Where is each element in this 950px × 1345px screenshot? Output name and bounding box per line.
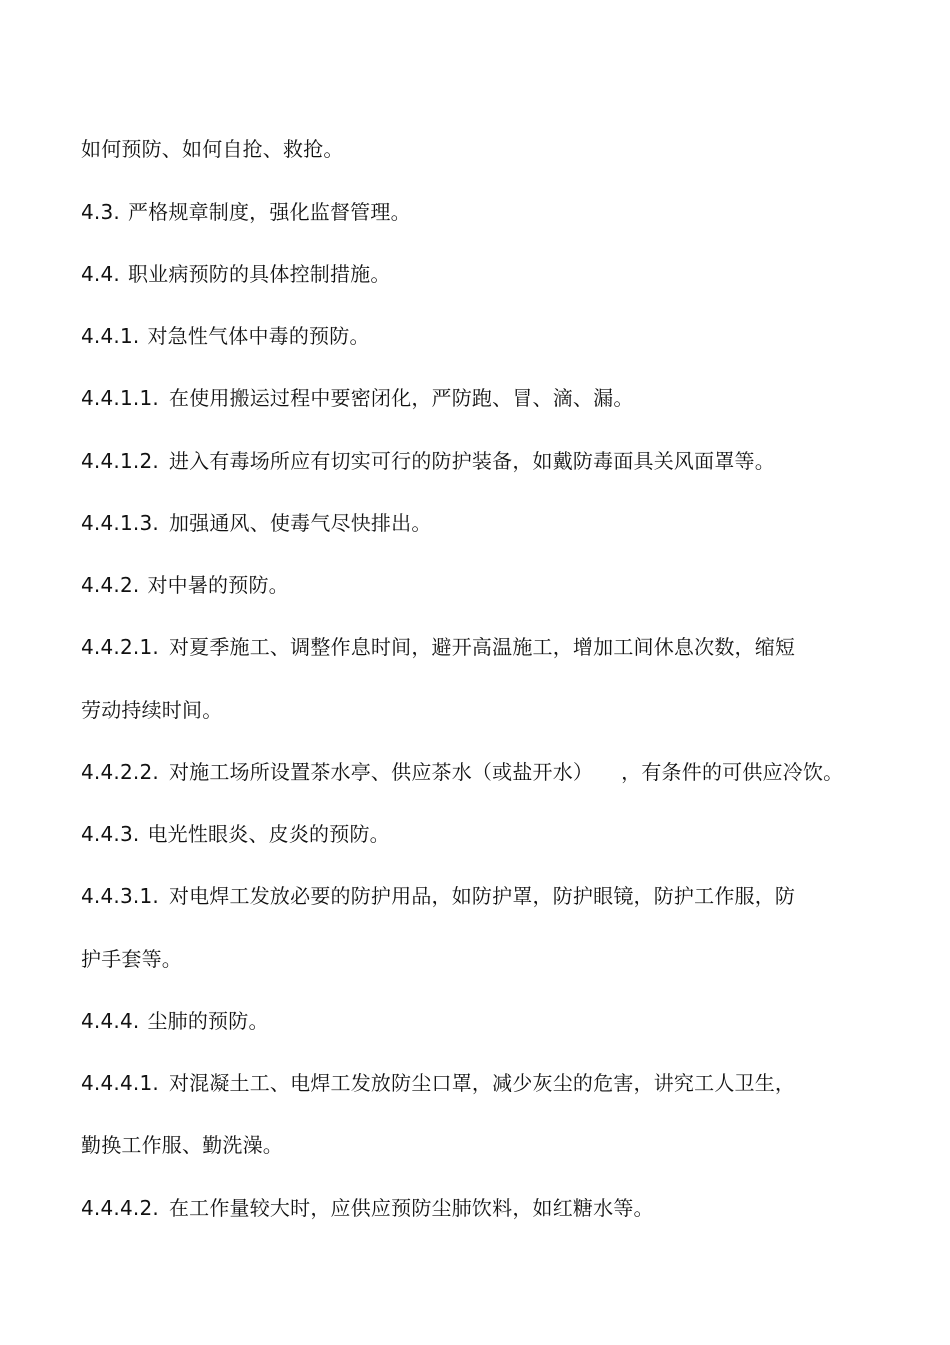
section-text: 职业病预防的具体控制措施。 [127, 262, 391, 286]
list-item [81, 1195, 654, 1221]
section-heading [81, 199, 411, 225]
section-heading [81, 323, 370, 349]
section-number: 4.4.3. [81, 822, 140, 846]
item-number: 4.4.1.1. [81, 386, 159, 410]
item-text: 对电焊工发放必要的防护用品，如防护罩，防护眼镜，防护工作服，防 [168, 884, 796, 908]
item-text: 在使用搬运过程中要密闭化，严防跑、冒、滴、漏。 [168, 386, 634, 410]
section-heading [81, 821, 390, 847]
item-text: 在工作量较大时，应供应预防尘肺饮料，如红糖水等。 [168, 1196, 654, 1220]
section-heading [81, 1008, 269, 1034]
line-text: 如何预防、如何自抢、救抢。 [81, 137, 344, 161]
list-item [81, 1070, 795, 1096]
section-text: 对中暑的预防。 [147, 573, 289, 597]
item-number: 4.4.1.3. [81, 511, 159, 535]
item-text: 对施工场所设置茶水亭、供应茶水（或盐开水） [168, 760, 594, 784]
list-item [81, 883, 795, 909]
item-number: 4.4.2.1. [81, 635, 159, 659]
section-number: 4.4.4. [81, 1009, 140, 1033]
list-item [81, 510, 432, 536]
item-text: 对混凝土工、电焊工发放防尘口罩，减少灰尘的危害，讲究工人卫生， [168, 1071, 796, 1095]
line-text: 劳动持续时间。 [81, 698, 223, 722]
paragraph-line [81, 1132, 283, 1158]
item-text: 加强通风、使毒气尽快排出。 [168, 511, 432, 535]
section-heading [81, 261, 391, 287]
item-number: 4.4.4.2. [81, 1196, 159, 1220]
section-text: 对急性气体中毒的预防。 [147, 324, 370, 348]
item-text: 对夏季施工、调整作息时间，避开高温施工，增加工间休息次数，缩短 [168, 635, 796, 659]
section-heading [81, 572, 289, 598]
item-number: 4.4.4.1. [81, 1071, 159, 1095]
section-number: 4.4.1. [81, 324, 140, 348]
line-text: 护手套等。 [81, 947, 182, 971]
section-number: 4.4. [81, 262, 120, 286]
section-text: 尘肺的预防。 [147, 1009, 269, 1033]
item-number: 4.4.2.2. [81, 760, 159, 784]
item-text-continued: ，有条件的可供应冷饮。 [621, 760, 844, 784]
list-item [81, 448, 775, 474]
section-number: 4.4.2. [81, 573, 140, 597]
list-item [81, 634, 795, 660]
section-text: 严格规章制度，强化监督管理。 [127, 200, 411, 224]
paragraph-line [81, 946, 182, 972]
item-text: 进入有毒场所应有切实可行的防护装备，如戴防毒面具关风面罩等。 [168, 449, 775, 473]
paragraph-line [81, 697, 222, 723]
list-item [81, 759, 843, 785]
section-text: 电光性眼炎、皮炎的预防。 [147, 822, 390, 846]
paragraph-line [81, 136, 344, 162]
item-number: 4.4.1.2. [81, 449, 159, 473]
item-number: 4.4.3.1. [81, 884, 159, 908]
line-text: 勤换工作服、勤洗澡。 [81, 1133, 283, 1157]
section-number: 4.3. [81, 200, 120, 224]
list-item [81, 385, 634, 411]
